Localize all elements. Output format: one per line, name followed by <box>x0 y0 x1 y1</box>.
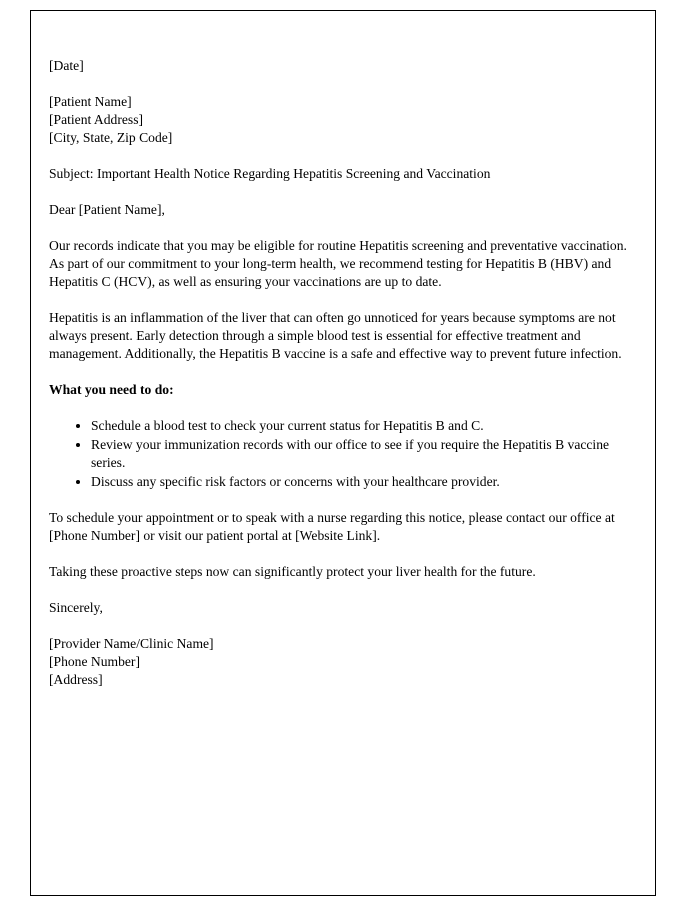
action-items-list <box>49 417 637 491</box>
body-paragraph-1: Our records indicate that you may be eligible for routine Hepatitis screening and preventative vaccination. As part of our commitment to your long-term health, we recommend testing for Hepatitis B (HBV) and Hepatitis C (HCV), as well as ensuring your vaccinations are up to date. <box>49 238 627 289</box>
action-item: • Discuss any specific risk factors or concerns with your healthcare provider. <box>91 473 637 491</box>
letter-page <box>30 10 656 896</box>
salutation: Dear [Patient Name], <box>49 202 165 217</box>
body-paragraph-2: Hepatitis is an inflammation of the liver that can often go unnoticed for years because symptoms are not always present. Early detection through a simple blood test is essential for effective treatment and management. Additionally, the Hepatitis B vaccine is a safe and effective way to prevent future infection. <box>49 310 622 361</box>
recipient-city-state-zip: [City, State, Zip Code] <box>49 130 173 145</box>
subject-line: Subject: Important Health Notice Regarding Hepatitis Screening and Vaccination <box>49 166 491 181</box>
signature-address: [Address] <box>49 672 103 687</box>
signature-provider: [Provider Name/Clinic Name] <box>49 636 214 651</box>
closing-paragraph-1: To schedule your appointment or to speak with a nurse regarding this notice, please contact our office at [Phone Number] or visit our patient portal at [Website Link]. <box>49 510 615 543</box>
action-item: • Schedule a blood test to check your current status for Hepatitis B and C. <box>91 417 637 435</box>
closing-paragraph-2: Taking these proactive steps now can significantly protect your liver health for the future. <box>49 564 536 579</box>
signature-phone: [Phone Number] <box>49 654 140 669</box>
recipient-address: [Patient Address] <box>49 112 144 127</box>
letter-date: [Date] <box>49 58 84 73</box>
action-heading: What you need to do: <box>49 382 174 397</box>
recipient-address-block <box>49 93 637 147</box>
signature-block <box>49 635 637 689</box>
recipient-name: [Patient Name] <box>49 94 132 109</box>
action-item: • Review your immunization records with our office to see if you require the Hepatitis B vaccine series. <box>91 436 637 472</box>
signoff: Sincerely, <box>49 600 103 615</box>
